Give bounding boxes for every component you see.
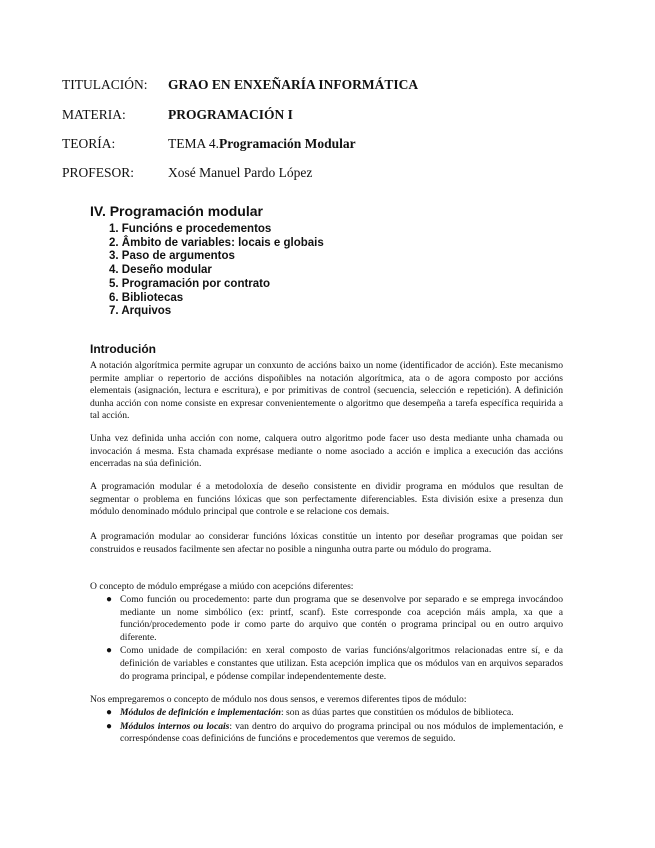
bullet-icon: ● [106,645,113,657]
titulacion-row [62,77,418,93]
list-item [106,594,563,644]
table-of-contents [109,223,324,319]
toc-item: 6. Bibliotecas [109,291,184,304]
toc-item: 1. Funcións e procedementos [109,223,272,235]
materia-value: PROGRAMACIÓN I [168,107,293,122]
teoria-row [62,136,356,152]
profesor-value: Xosé Manuel Pardo López [168,165,313,180]
list-item [106,645,563,683]
bullet-icon: ● [106,707,113,718]
intro-paragraph-4: A programación modular ao considerar funcións lóxicas constitúe un intento por deseñar programas que poidan ser construidos e reusados facilmente sen afectar no posible a ningunha outra parte ou módulo do programa. [90,531,563,555]
materia-label: MATERIA: [62,107,126,122]
list-item-text: Como función ou procedemento: parte dun programa que se desenvolve por separado e se emprega invocándoo mediante un nome simbólico (ex: printf, scanf). Este corresponde coa acepción máis ampla, xa que a función/procedemento pode ir como parte do arquivo que contén o programa principal ou en outro arquivo diferente. [120,594,563,643]
list-item-text: : van dentro do arquivo do programa principal ou nos módulos de implementación, e correspóndense coas definicións de funcións e procedementos que veremos de seguido. [120,720,563,745]
toc-item: 3. Paso de argumentos [109,250,235,263]
teoria-value: Programación Modular [219,136,356,151]
profesor-label: PROFESOR: [62,165,135,180]
toc-item: 7. Arquivos [109,305,172,318]
bullet-icon: ● [106,594,113,605]
list-item [106,720,563,746]
titulacion-label: TITULACIÓN: [62,77,148,92]
list-item-text: Como unidade de compilación: en xeral composto de varias funcións/algoritmos relacionadas entre sí, e da definición de variables e constantes que utilizan. Esta acepción implica que os módulos van en arquivos separados do programa principal, e pódense compilar independentemente deste. [120,645,563,682]
section-title: IV. Programación modular [90,203,263,219]
module-types-list [106,707,563,747]
list-item-term: Módulos internos ou locais [120,720,230,732]
toc-item: 4. Deseño modular [109,264,212,277]
list-item [106,707,563,720]
intro-paragraph-2: Unha vez definida unha acción con nome, calquera outro algoritmo pode facer uso desta mediante unha chamada ou invocación á mesma. Esta chamada exprésase mediante o nome asociado a acción e implica a execución das accións encerradas na súa definición. [90,433,563,470]
titulacion-value: GRAO EN ENXEÑARÍA INFORMÁTICA [168,77,419,92]
profesor-row [62,165,312,181]
teoria-prefix: TEMA 4. [168,136,220,151]
bullet-icon: ● [106,720,113,732]
intro-paragraph-5: O concepto de módulo emprégase a miúdo con acepcións diferentes: [90,581,354,592]
toc-item: 5. Programación por contrato [109,277,271,290]
intro-paragraph-1: A notación algorítmica permite agrupar un conxunto de accións baixo un nome (identificador de acción). Este mecanismo permite ampliar o repertorio de accións dispoñibles na notación algorítmica, ata o de agora composto por accións elementais (asignación, lectura e escritura), e por primitivas de control (secuencia, selección e repetición). A definición dunha acción con nome consiste en expresar convenientemente o algoritmo que desempeña a tarefa específica requirida a tal acción. [90,360,563,422]
intro-paragraph-3: A programación modular é a metodoloxía de deseño consistente en dividir programa en módulos que resultan de segmentar o problema en funcións lóxicas que son perfectamente diferenciables. Esta división esixe a presenza dun módulo denominado módulo principal que controle e se relacione cos demais. [90,481,563,518]
intro-heading: Introdución [90,342,156,356]
materia-row [62,107,293,123]
teoria-label: TEORÍA: [62,136,116,151]
list-item-text: : son as dúas partes que constitúen os módulos de biblioteca. [280,707,514,718]
intro-paragraph-6: Nos empregaremos o concepto de módulo nos dous sensos, e veremos diferentes tipos de módulo: [90,694,467,705]
toc-item: 2. Âmbito de variables: locais e globais [109,236,324,249]
module-meanings-list [106,594,563,684]
list-item-term: Módulos de definición e implementación [120,707,281,718]
